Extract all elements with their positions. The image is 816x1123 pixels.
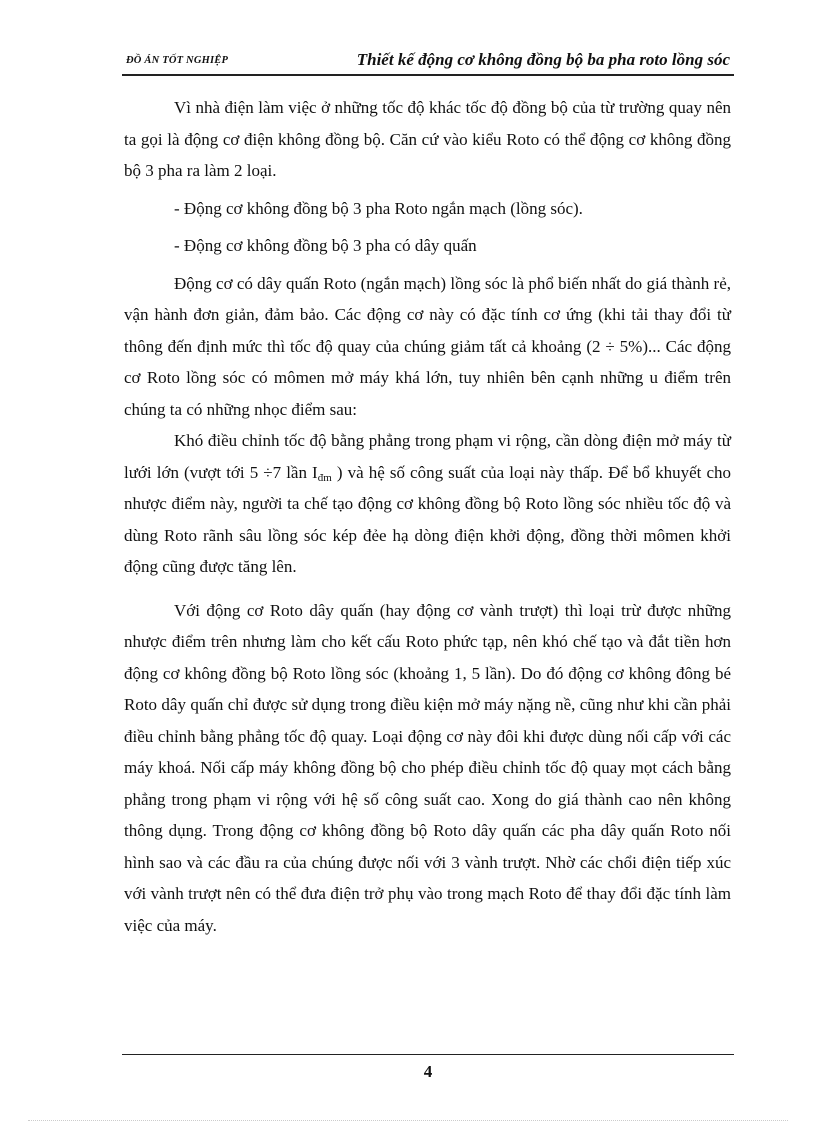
page-number: 4: [423, 1062, 433, 1081]
paragraph-squirrel-cage-disadvantages: [124, 425, 731, 583]
paragraph-wound-rotor: Với động cơ Roto dây quấn (hay động cơ vành trượt) thì loại trừ được những nhược điểm trên nhưng làm cho kết cấu Roto phức tạp, nên khó chế tạo và đắt tiền hơn động cơ không đồng bộ Roto lồng sóc (khoảng 1, 5 lần). Do đó động cơ không đông bé Roto dây quấn chỉ được sử dụng trong điều kiện mở máy nặng nề, cũng như khi cần phải điều chỉnh bằng phẳng tốc độ quay. Loại động cơ này đôi khi được dùng nối cấp với các máy khoá. Nối cấp máy không đồng bộ cho phép điều chỉnh tốc độ quay mọt cách bằng phẳng trong phạm vi rộng với hệ số công suất cao. Xong do giá thành cao nên không thông dụng. Trong động cơ không đồng bộ Roto dây quấn các pha dây quấn Roto nối hình sao và các đầu ra của chúng được nối với 3 vành trượt. Nhờ các chổi điện tiếp xúc với vành trượt nên có thể đưa điện trở phụ vào trong mạch Roto để thay đổi đặc tính làm việc của máy.: [124, 600, 731, 935]
footer-divider: [122, 1054, 734, 1055]
paragraph-text: Khó điều chỉnh tốc độ bằng phẳng trong phạm vi rộng, cần dòng điện mở máy từ lưới lớn (vượt tới 5 ÷7 lần I: [124, 431, 731, 482]
page-header: [122, 50, 734, 76]
page-bottom-border: [28, 1120, 788, 1121]
paragraph-text: ) và hệ số công suất của loại này thấp. Để bổ khuyết cho nhược điểm này, người ta chế tạo động cơ không đồng bộ Roto lồng sóc nhiều tốc độ và dùng Roto rãnh sâu lồng sóc kép đẻe hạ dòng điện khởi động, đồng thời mômen khởi động cũng được tăng lên.: [124, 462, 731, 576]
header-document-type: ĐỒ ÁN TỐT NGHIỆP: [126, 55, 229, 66]
paragraph-squirrel-cage-advantages: Động cơ có dây quấn Roto (ngắn mạch) lồng sóc là phổ biến nhất do giá thành rẻ, vận hành đơn giản, đảm bảo. Các động cơ này có đặc tính cơ ứng (khi tải thay đổi từ thông đến định mức thì tốc độ quay của chúng giảm tất cả khoảng (2 ÷ 5%)... Các động cơ Roto lồng sóc có mômen mở máy khá lớn, tuy nhiên bên cạnh những u điểm trên chúng ta có những nhọc điểm sau:: [124, 273, 731, 419]
paragraph-intro: Vì nhà điện làm việc ở những tốc độ khác tốc độ đồng bộ của từ trường quay nên ta gọi là động cơ điện không đồng bộ. Căn cứ vào kiểu Roto có thể động cơ không đồng bộ 3 pha ra làm 2 loại.: [124, 98, 731, 180]
list-item-squirrel-cage: - Động cơ không đồng bộ 3 pha Roto ngắn mạch (lồng sóc).: [174, 198, 583, 218]
rated-current-subscript: đm: [317, 471, 332, 484]
page-body: [124, 92, 731, 941]
list-item-wound-rotor: - Động cơ không đồng bộ 3 pha có dây quấn: [174, 236, 477, 255]
header-document-title: Thiết kế động cơ không đồng bộ ba pha roto lồng sóc: [356, 50, 730, 69]
